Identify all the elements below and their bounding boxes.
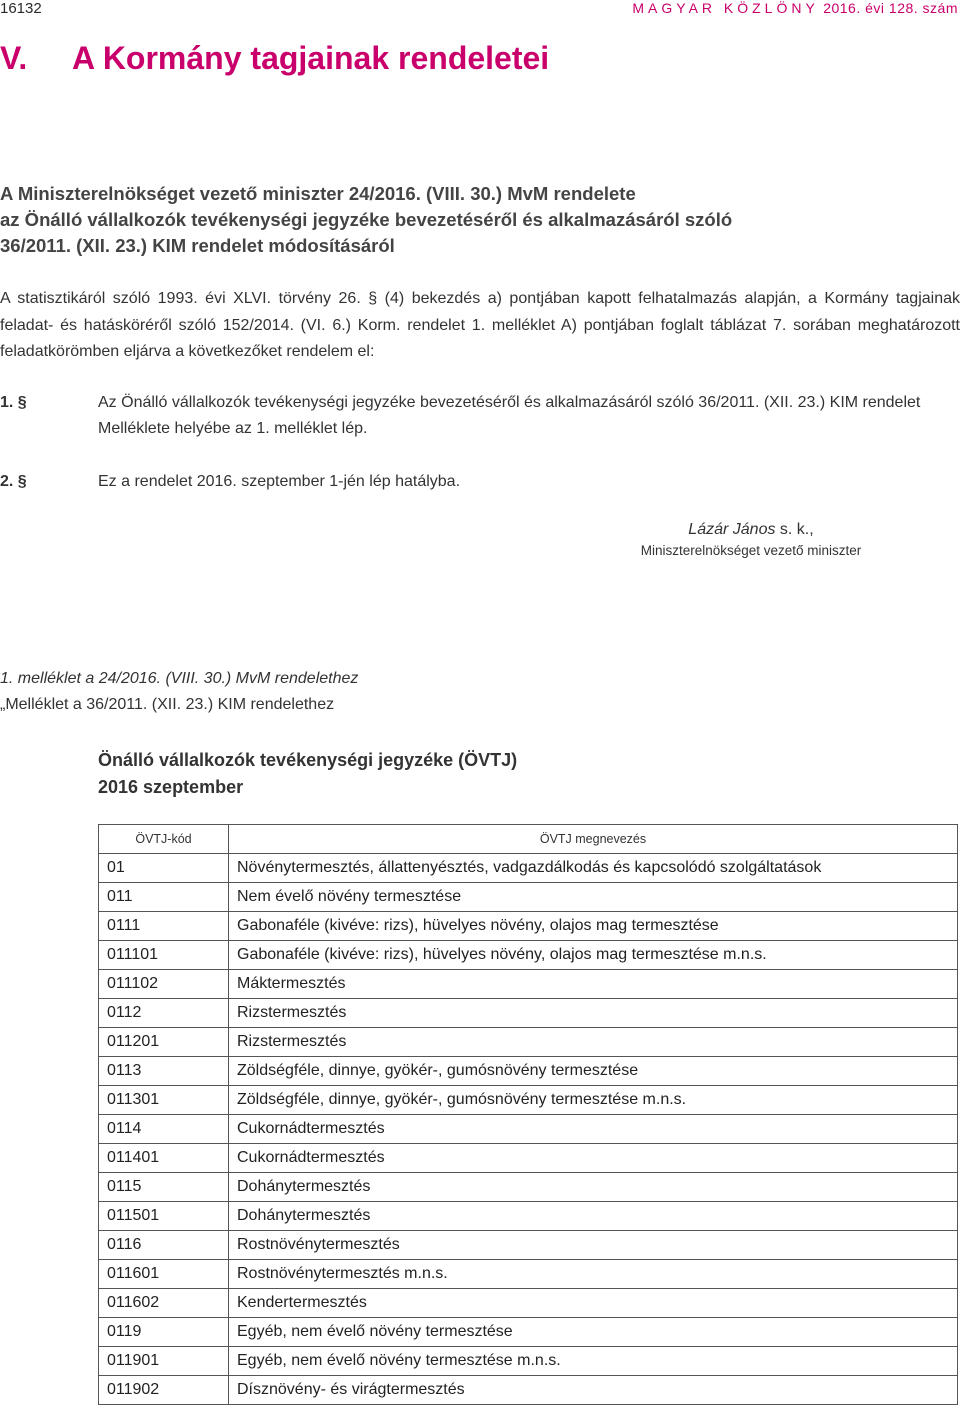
activity-code-table bbox=[98, 824, 958, 1405]
paragraph-text-continued: Melléklete helyébe az 1. melléklet lép. bbox=[98, 420, 368, 437]
code-cell: 011301 bbox=[99, 1086, 229, 1115]
decree-title-line: 36/2011. (XII. 23.) KIM rendelet módosításáról bbox=[0, 235, 395, 256]
name-cell: Dohánytermesztés bbox=[229, 1202, 958, 1231]
signer-suffix: s. k., bbox=[775, 521, 814, 538]
decree-title-line: az Önálló vállalkozók tevékenységi jegyzéke bevezetéséről és alkalmazásáról szóló bbox=[0, 209, 733, 230]
name-cell: Kendertermesztés bbox=[229, 1289, 958, 1318]
code-cell: 0111 bbox=[99, 912, 229, 941]
name-cell: Gabonaféle (kivéve: rizs), hüvelyes növény, olajos mag termesztése bbox=[229, 912, 958, 941]
decree-title bbox=[0, 181, 732, 259]
table-row bbox=[99, 1260, 958, 1289]
name-cell: Rostnövénytermesztés bbox=[229, 1231, 958, 1260]
code-cell: 011 bbox=[99, 883, 229, 912]
paragraph-text: Ez a rendelet 2016. szeptember 1-jén lép hatályba. bbox=[98, 473, 461, 490]
paragraph-1 bbox=[0, 390, 920, 442]
paragraph-number: 2. § bbox=[0, 473, 27, 490]
name-cell: Egyéb, nem évelő növény termesztése bbox=[229, 1318, 958, 1347]
table-row bbox=[99, 970, 958, 999]
code-cell: 011101 bbox=[99, 941, 229, 970]
name-cell: Rizstermesztés bbox=[229, 1028, 958, 1057]
signature-role: Miniszterelnökséget vezető miniszter bbox=[640, 543, 862, 558]
name-cell: Máktermesztés bbox=[229, 970, 958, 999]
chapter-title-text: A Kormány tagjainak rendeletei bbox=[72, 40, 550, 76]
code-cell: 0114 bbox=[99, 1115, 229, 1144]
table-row bbox=[99, 1231, 958, 1260]
table-row bbox=[99, 999, 958, 1028]
code-cell: 011201 bbox=[99, 1028, 229, 1057]
table-row bbox=[99, 883, 958, 912]
table-row bbox=[99, 1376, 958, 1405]
table-row bbox=[99, 1347, 958, 1376]
code-cell: 011401 bbox=[99, 1144, 229, 1173]
table-row bbox=[99, 854, 958, 883]
paragraph-text: Az Önálló vállalkozók tevékenységi jegyzéke bevezetéséről és alkalmazásáról szóló 36/2011. (XII. 23.) KIM rendelet bbox=[98, 394, 921, 411]
name-cell: Egyéb, nem évelő növény termesztése m.n.s. bbox=[229, 1347, 958, 1376]
page-number: 16132 bbox=[0, 0, 42, 17]
code-cell: 011601 bbox=[99, 1260, 229, 1289]
table-row bbox=[99, 912, 958, 941]
table-row bbox=[99, 1173, 958, 1202]
code-cell: 011901 bbox=[99, 1347, 229, 1376]
journal-header bbox=[632, 0, 958, 16]
name-cell: Zöldségféle, dinnye, gyökér-, gumósnövény termesztése bbox=[229, 1057, 958, 1086]
name-cell: Cukornádtermesztés bbox=[229, 1144, 958, 1173]
code-cell: 011102 bbox=[99, 970, 229, 999]
list-title bbox=[98, 747, 517, 801]
table-row bbox=[99, 941, 958, 970]
table-header-row bbox=[99, 825, 958, 854]
decree-title-line: A Miniszterelnökséget vezető miniszter 24/2016. (VIII. 30.) MvM rendelete bbox=[0, 183, 636, 204]
table-row bbox=[99, 1318, 958, 1347]
table-row bbox=[99, 1028, 958, 1057]
name-cell: Dohánytermesztés bbox=[229, 1173, 958, 1202]
paragraph-number: 1. § bbox=[0, 394, 27, 411]
code-cell: 011902 bbox=[99, 1376, 229, 1405]
code-cell: 0115 bbox=[99, 1173, 229, 1202]
table-row bbox=[99, 1144, 958, 1173]
code-cell: 011501 bbox=[99, 1202, 229, 1231]
signature-name bbox=[542, 521, 960, 539]
journal-name: MAGYAR KÖZLÖNY bbox=[632, 0, 819, 16]
signer-name: Lázár János bbox=[688, 521, 776, 538]
annex-subtitle: „Melléklet a 36/2011. (XII. 23.) KIM rendelethez bbox=[0, 696, 335, 713]
name-cell: Dísznövény- és virágtermesztés bbox=[229, 1376, 958, 1405]
name-cell: Cukornádtermesztés bbox=[229, 1115, 958, 1144]
code-cell: 011602 bbox=[99, 1289, 229, 1318]
name-cell: Gabonaféle (kivéve: rizs), hüvelyes növény, olajos mag termesztése m.n.s. bbox=[229, 941, 958, 970]
code-cell: 0116 bbox=[99, 1231, 229, 1260]
name-cell: Zöldségféle, dinnye, gyökér-, gumósnövény termesztése m.n.s. bbox=[229, 1086, 958, 1115]
code-cell: 0119 bbox=[99, 1318, 229, 1347]
issue-label: 2016. évi 128. szám bbox=[823, 0, 958, 16]
table-row bbox=[99, 1289, 958, 1318]
annex-title: 1. melléklet a 24/2016. (VIII. 30.) MvM rendelethez bbox=[0, 670, 359, 687]
paragraph-2 bbox=[0, 469, 460, 495]
column-header-code: ÖVTJ-kód bbox=[99, 825, 229, 854]
chapter-title bbox=[0, 40, 549, 77]
list-title-date: 2016 szeptember bbox=[98, 777, 244, 797]
code-cell: 01 bbox=[99, 854, 229, 883]
name-cell: Növénytermesztés, állattenyésztés, vadgazdálkodás és kapcsolódó szolgáltatások bbox=[229, 854, 958, 883]
list-title-line: Önálló vállalkozók tevékenységi jegyzéke (ÖVTJ) bbox=[98, 750, 518, 770]
table-row bbox=[99, 1086, 958, 1115]
table-row bbox=[99, 1202, 958, 1231]
table-row bbox=[99, 1057, 958, 1086]
chapter-number: V. bbox=[0, 40, 28, 76]
code-cell: 0113 bbox=[99, 1057, 229, 1086]
name-cell: Nem évelő növény termesztése bbox=[229, 883, 958, 912]
code-cell: 0112 bbox=[99, 999, 229, 1028]
name-cell: Rostnövénytermesztés m.n.s. bbox=[229, 1260, 958, 1289]
preamble: A statisztikáról szóló 1993. évi XLVI. törvény 26. § (4) bekezdés a) pontjában kapott felhatalmazás alapján, a Kormány tagjainak feladat- és hatásköréről szóló 152/2014. (VI. 6.) Korm. rendelet 1. melléklet A) pontjában foglalt táblázat 7. sorában meghatározott feladatkörömben eljárva a következőket rendelem el: bbox=[0, 290, 960, 360]
column-header-name: ÖVTJ megnevezés bbox=[229, 825, 958, 854]
table-row bbox=[99, 1115, 958, 1144]
name-cell: Rizstermesztés bbox=[229, 999, 958, 1028]
